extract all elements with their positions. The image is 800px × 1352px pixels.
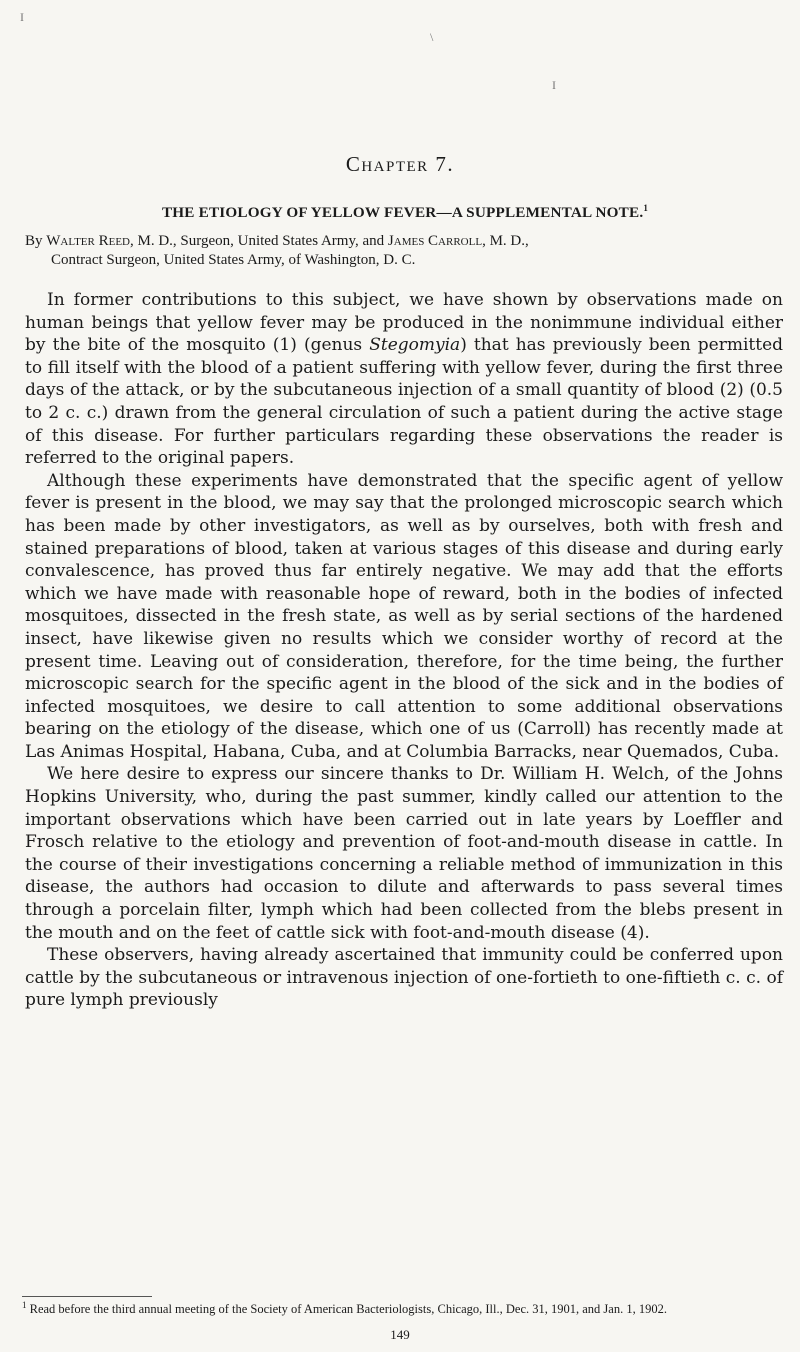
article-title-text: THE ETIOLOGY OF YELLOW FEVER—A SUPPLEMENTAL NOTE. — [161, 204, 644, 222]
margin-mark: I — [20, 10, 24, 24]
genus-name: Stegomyia — [369, 335, 461, 356]
author-credentials: , M. D., Surgeon, United States Army, and — [130, 233, 388, 249]
page-number: 149 — [390, 1327, 410, 1342]
paragraph: We here desire to express our sincere thanks to Dr. William H. Welch, of the Johns Hopkins University, who, during the past summer, kindly called our attention to the important observations which have been carried out in late years by Loeffler and Frosch relative to the etiology and prevention of foot-and-mouth disease in cattle. In the course of their investigations concerning a reliable method of immunization in this disease, the authors had occasion to dilute and afterwards to pass several times through a porcelain filter, lymph which had been collected from the blebs present in the mouth and on the feet of cattle sick with foot-and-mouth disease (4). — [25, 764, 783, 943]
footnote-divider — [22, 1296, 152, 1297]
margin-mark: \ — [430, 30, 434, 44]
footnote-text: Read before the third annual meeting of the Society of American Bacteriologists, Chicago, Ill., Dec. 31, 1901, and Jan. 1, 1902. — [29, 1302, 667, 1316]
paragraph: These observers, having already ascertained that immunity could be conferred upon cattle by the subcutaneous or intravenous injection of one-fortieth to one-fiftieth c. c. of pure lymph previously — [25, 945, 783, 1011]
author-name: Walter Reed — [46, 233, 130, 249]
byline-affiliation: Contract Surgeon, United States Army, of Washington, D. C. — [51, 252, 416, 268]
article-body — [25, 289, 783, 1012]
chapter-heading: Chapter 7. — [345, 152, 455, 176]
byline-by: By — [25, 233, 47, 249]
article-title — [25, 203, 785, 222]
paragraph: Although these experiments have demonstrated that the specific agent of yellow fever is present in the blood, we may say that the prolonged microscopic search which has been made by other investigators, as well as by ourselves, both with fresh and stained preparations of blood, taken at various stages of this disease and during early convalescence, has proved thus far entirely negative. We may add that the efforts which we have made with reasonable hope of reward, both in the bodies of infected mosquitoes, dissected in the fresh state, as well as by serial sections of the hardened insect, have likewise given no results which we consider worthy of record at the present time. Leaving out of consideration, therefore, for the time being, the further microscopic search for the specific agent in the blood of the sick and in the bodies of infected mosquitoes, we desire to call attention to some additional observations bearing on the etiology of the disease, which one of us (Carroll) has recently made at Las Animas Hospital, Habana, Cuba, and at Columbia Barracks, near Quemados, Cuba. — [25, 470, 783, 762]
footnote-number: 1 — [22, 1300, 27, 1310]
margin-mark: I — [552, 78, 556, 92]
author-name: James Carroll — [387, 233, 483, 249]
paragraph: In former contributions to this subject, we have shown by observations made on human beings that yellow fever may be produced in the nonimmune individual either by the bite of the mosquito (1) (genus Stegomyia) that has previously been permitted to fill itself with the blood of a patient suffering with yellow fever, during the first three days of the attack, or by the subcutaneous injection of a small quantity of blood (2) (0.5 to 2 c. c.) drawn from the general circulation of such a patient during the active stage of this disease. For further particulars regarding these observations the reader is referred to the original papers. — [25, 290, 784, 469]
byline — [25, 232, 785, 270]
footnote — [22, 1298, 782, 1316]
footnote-marker: 1 — [643, 203, 649, 213]
author-credentials: , M. D., — [482, 233, 529, 249]
